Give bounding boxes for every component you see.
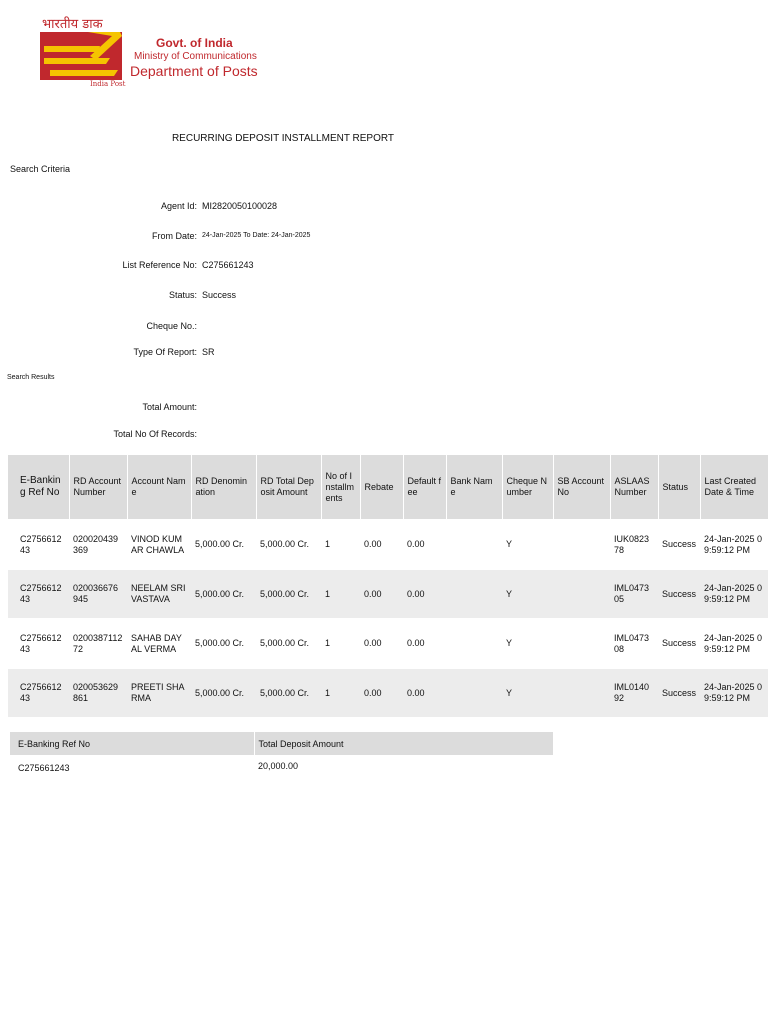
cell-rebate: 0.00 <box>364 539 382 549</box>
table-row <box>8 519 768 570</box>
col-rd-account: RD Account Number <box>69 455 127 519</box>
summary-col-total: Total Deposit Amount <box>254 732 553 755</box>
cell-rd-total: 5,000.00 Cr. <box>260 588 310 599</box>
cell-sb-account <box>553 618 610 669</box>
summary-ref-value: C275661243 <box>18 763 70 773</box>
cell-rd-total: 5,000.00 Cr. <box>260 539 310 549</box>
cell-ebanking-ref: C275661243 <box>20 533 62 555</box>
logo-ministry-text: Ministry of Communications <box>134 51 257 62</box>
cell-sb-account <box>553 519 610 570</box>
india-post-logo <box>24 14 264 94</box>
cell-default-fee: 0.00 <box>407 638 425 648</box>
summary-col-ref: E-Banking Ref No <box>10 732 254 755</box>
cell-rd-denomination: 5,000.00 Cr. <box>195 687 245 698</box>
cell-last-created: 24-Jan-2025 09:59:12 PM <box>704 632 763 654</box>
cell-default-fee: 0.00 <box>407 539 425 549</box>
cell-rd-account: 020020439369 <box>73 533 119 555</box>
cell-status: Success <box>662 588 697 599</box>
cell-last-created: 24-Jan-2025 09:59:12 PM <box>704 533 763 555</box>
cell-account-name: PREETI SHARMA <box>131 682 185 703</box>
col-aslaas: ASLAAS Number <box>610 455 658 519</box>
date-range-value: 24-Jan-2025 To Date: 24-Jan-2025 <box>202 232 311 239</box>
cell-cheque-number: Y <box>506 539 513 549</box>
total-amount-label: Total Amount: <box>142 402 197 412</box>
total-records-label: Total No Of Records: <box>113 429 197 439</box>
col-rd-total: RD Total Deposit Amount <box>256 455 321 519</box>
col-last-created: Last Created Date & Time <box>700 455 768 519</box>
col-installments: No of Installments <box>321 455 360 519</box>
cell-bank-name <box>446 519 502 570</box>
cell-account-name: VINOD KUMAR CHAWLA <box>131 533 185 555</box>
status-value: Success <box>202 290 237 300</box>
cell-cheque-number: Y <box>506 687 513 698</box>
list-reference-label: List Reference No: <box>122 260 197 270</box>
cell-rebate: 0.00 <box>364 638 382 648</box>
cell-installments: 1 <box>325 638 331 648</box>
list-reference-value: C275661243 <box>202 260 254 270</box>
logo-india-post-text: India Post <box>90 80 126 88</box>
logo-hindi-text: भारतीय डाक <box>42 17 103 32</box>
cell-rd-total: 5,000.00 Cr. <box>260 638 310 648</box>
col-rebate: Rebate <box>360 455 403 519</box>
status-label: Status: <box>168 290 197 300</box>
cell-installments: 1 <box>325 539 331 549</box>
search-results-heading: Search Results <box>7 374 55 381</box>
summary-header-row <box>10 732 553 755</box>
cell-ebanking-ref: C275661243 <box>20 632 62 654</box>
cell-rebate: 0.00 <box>364 687 382 698</box>
report-title: RECURRING DEPOSIT INSTALLMENT REPORT <box>171 133 395 144</box>
table-row <box>8 618 768 669</box>
col-ebanking-ref: E-Banking Ref No <box>8 455 69 519</box>
cheque-no-label: Cheque No.: <box>146 321 197 331</box>
cell-last-created: 24-Jan-2025 09:59:12 PM <box>704 682 763 703</box>
results-header-row <box>8 455 768 519</box>
summary-row <box>10 755 553 791</box>
cell-ebanking-ref: C275661243 <box>20 682 62 703</box>
cell-ebanking-ref: C275661243 <box>20 583 62 604</box>
col-account-name: Account Name <box>127 455 191 519</box>
cell-status: Success <box>662 539 697 549</box>
cell-status: Success <box>662 687 697 698</box>
col-status: Status <box>658 455 700 519</box>
cell-last-created: 24-Jan-2025 09:59:12 PM <box>704 583 763 604</box>
cell-bank-name <box>446 618 502 669</box>
cell-aslaas: IML047308 <box>614 632 650 654</box>
agent-id-value: MI2820050100028 <box>202 201 278 211</box>
cell-aslaas: IML047305 <box>614 583 650 604</box>
cell-rd-account: 020038711272 <box>73 632 123 654</box>
search-criteria-heading: Search Criteria <box>10 164 71 174</box>
from-date-label: From Date: <box>151 231 197 241</box>
cell-sb-account <box>553 570 610 618</box>
cell-aslaas: IML014092 <box>614 682 650 703</box>
cell-cheque-number: Y <box>506 588 513 599</box>
col-bank-name: Bank Name <box>446 455 502 519</box>
cell-bank-name <box>446 669 502 717</box>
india-post-emblem-icon <box>40 32 122 80</box>
cell-bank-name <box>446 570 502 618</box>
col-rd-denomination: RD Denomination <box>191 455 256 519</box>
cell-account-name: NEELAM SRIVASTAVA <box>131 583 186 604</box>
agent-id-label: Agent Id: <box>160 201 197 211</box>
cell-rd-denomination: 5,000.00 Cr. <box>195 588 245 599</box>
cell-account-name: SAHAB DAYAL VERMA <box>131 632 182 654</box>
cell-installments: 1 <box>325 687 331 698</box>
cell-rd-denomination: 5,000.00 Cr. <box>195 638 245 648</box>
col-sb-account: SB Account No <box>553 455 610 519</box>
logo-govt-text: Govt. of India <box>156 36 233 50</box>
cell-rd-total: 5,000.00 Cr. <box>260 687 310 698</box>
logo-department-text: Department of Posts <box>130 63 258 79</box>
cell-sb-account <box>553 669 610 717</box>
cell-installments: 1 <box>325 588 331 599</box>
report-type-value: SR <box>202 347 215 357</box>
summary-total-value: 20,000.00 <box>258 761 299 771</box>
cell-rd-account: 020053629861 <box>73 682 119 703</box>
cell-rd-account: 020036676945 <box>73 583 119 604</box>
results-table <box>8 455 768 717</box>
report-type-label: Type Of Report: <box>133 347 197 357</box>
cell-cheque-number: Y <box>506 638 513 648</box>
cell-status: Success <box>662 638 697 648</box>
cell-aslaas: IUK082378 <box>614 533 650 555</box>
col-cheque-number: Cheque Number <box>502 455 553 519</box>
cell-default-fee: 0.00 <box>407 588 425 599</box>
table-row <box>8 669 768 717</box>
table-row <box>8 570 768 618</box>
cell-rebate: 0.00 <box>364 588 382 599</box>
summary-table <box>10 732 553 791</box>
cell-rd-denomination: 5,000.00 Cr. <box>195 539 245 549</box>
col-default-fee: Default fee <box>403 455 446 519</box>
cell-default-fee: 0.00 <box>407 687 425 698</box>
